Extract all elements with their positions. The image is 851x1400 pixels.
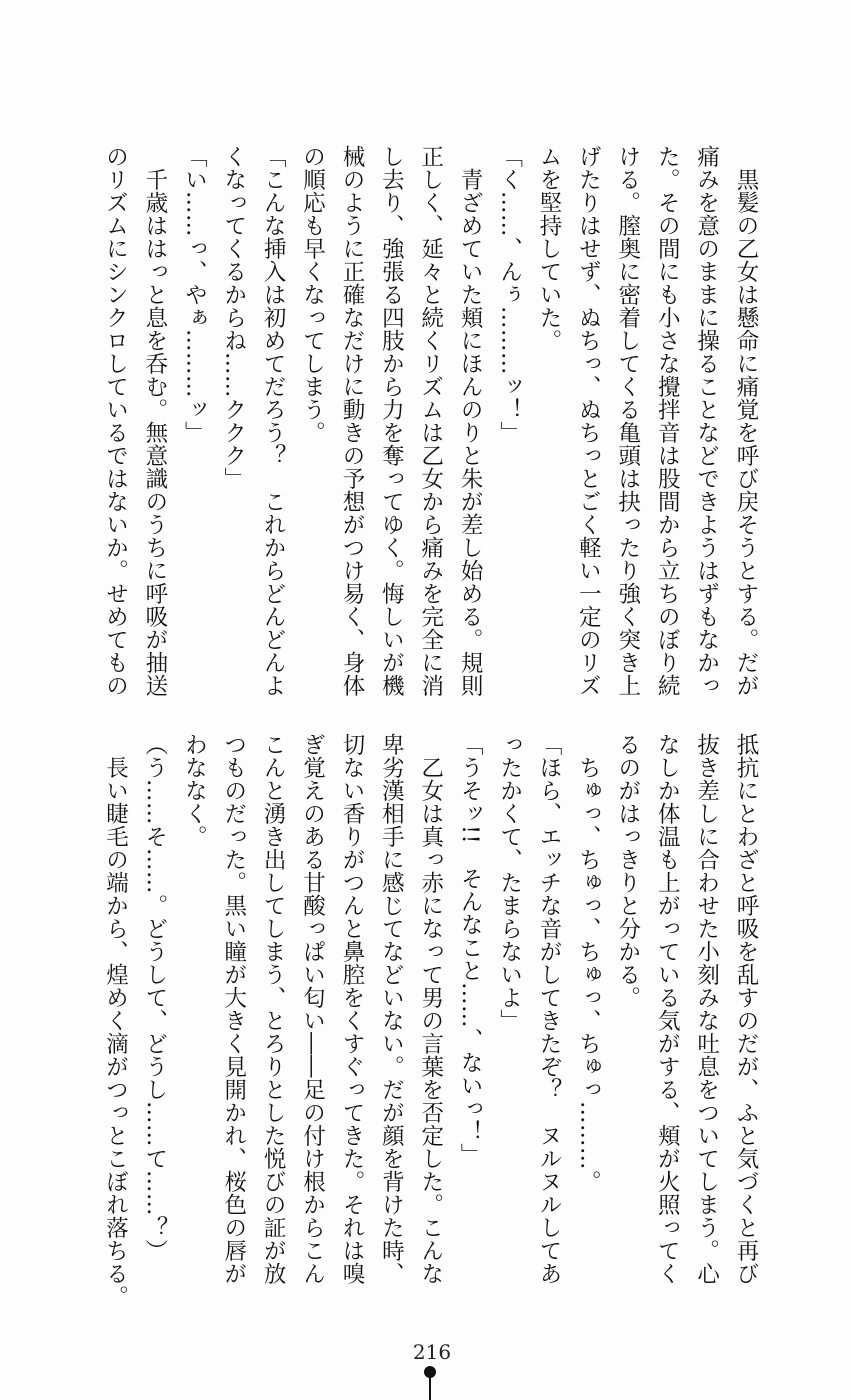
text-column: 切ない香りがつんと鼻腔をくすぐってきた。それは嗅 bbox=[338, 733, 365, 1285]
text-column: 痛みを意のままに操ることなどできようはずもなかっ bbox=[693, 145, 720, 697]
text-column: 黒髪の乙女は懸命に痛覚を呼び戻そうとする。だが bbox=[733, 145, 759, 697]
text-column: 械のように正確なだけに動きの予想がつけ易く、身体 bbox=[338, 145, 365, 697]
text-column: 千歳ははっと息を呑む。無意識のうちに呼吸が抽送 bbox=[141, 145, 168, 697]
text-column: ったかくて、たまらないよ」 bbox=[496, 733, 523, 1032]
text-column: 乙女は真っ赤になって男の言葉を否定した。こんな bbox=[417, 733, 444, 1285]
text-column: 青ざめていた頬にほんのりと朱が差し始める。規則 bbox=[457, 145, 484, 697]
text-column: 正しく、延々と続くリズムは乙女から痛みを完全に消 bbox=[417, 145, 444, 697]
text-column: こんと湧き出してしまう、とろりとした悦びの証が放 bbox=[260, 733, 287, 1285]
text-column: つものだった。黒い瞳が大きく見開かれ、桜色の唇が bbox=[220, 733, 247, 1285]
text-column: 長い睫毛の端から、煌めく滴がつっとこぼれ落ちる。 bbox=[102, 733, 129, 1308]
text-column: し去り、強張る四肢から力を奪ってゆく。悔しいが機 bbox=[378, 145, 405, 697]
text-column: 「こんな挿入は初めてだろう？ これからどんどんよ bbox=[260, 145, 287, 697]
text-column: るのがはっきりと分かる。 bbox=[614, 733, 641, 1009]
text-column: くなってくるからね……ククク」 bbox=[220, 145, 247, 490]
top-text-block bbox=[95, 145, 765, 715]
text-column: 卑劣漢相手に感じてなどいない。だが顔を背けた時、 bbox=[378, 733, 405, 1285]
bottom-text-block bbox=[95, 733, 765, 1328]
text-column: わななく。 bbox=[181, 733, 208, 848]
text-column: 「うそッ!! そんなこと……、ないっ！」 bbox=[457, 733, 484, 1167]
text-column: ムを堅持していた。 bbox=[535, 145, 562, 352]
text-column: ちゅっ、ちゅっ、ちゅっ、ちゅっ………。 bbox=[575, 733, 602, 1193]
text-column: ける。膣奥に密着してくる亀頭は抉ったり強く突き上 bbox=[614, 145, 641, 697]
text-column: 抜き差しに合わせた小刻みな吐息をついてしまう。心 bbox=[693, 733, 720, 1285]
text-column: なしか体温も上がっている気がする、頬が火照ってく bbox=[654, 733, 681, 1285]
page-number: 216 bbox=[412, 1340, 452, 1364]
text-column: （う……そ……。どうして、どうし……て……？） bbox=[141, 733, 168, 1262]
text-column: 「ほら、エッチな音がしてきたぞ？ ヌルヌルしてあ bbox=[535, 733, 562, 1285]
text-column: ぎ覚えのある甘酸っぱい匂い――足の付け根からこん bbox=[299, 733, 326, 1285]
text-column: 「い……っ、やぁ………ッ」 bbox=[181, 145, 208, 444]
text-column: 抵抗にとわざと呼吸を乱すのだが、ふと気づくと再び bbox=[733, 733, 759, 1285]
page-marker-line bbox=[429, 1374, 431, 1400]
text-column: の順応も早くなってしまう。 bbox=[299, 145, 326, 444]
text-column: げたりはせず、ぬちっ、ぬちっとごく軽い一定のリズ bbox=[575, 145, 602, 697]
text-column: た。その間にも小さな攪拌音は股間から立ちのぼり続 bbox=[654, 145, 681, 697]
text-column: 「く……、んぅ………ッ！」 bbox=[496, 145, 523, 444]
text-column: のリズムにシンクロしているではないか。せめてもの bbox=[102, 145, 129, 697]
